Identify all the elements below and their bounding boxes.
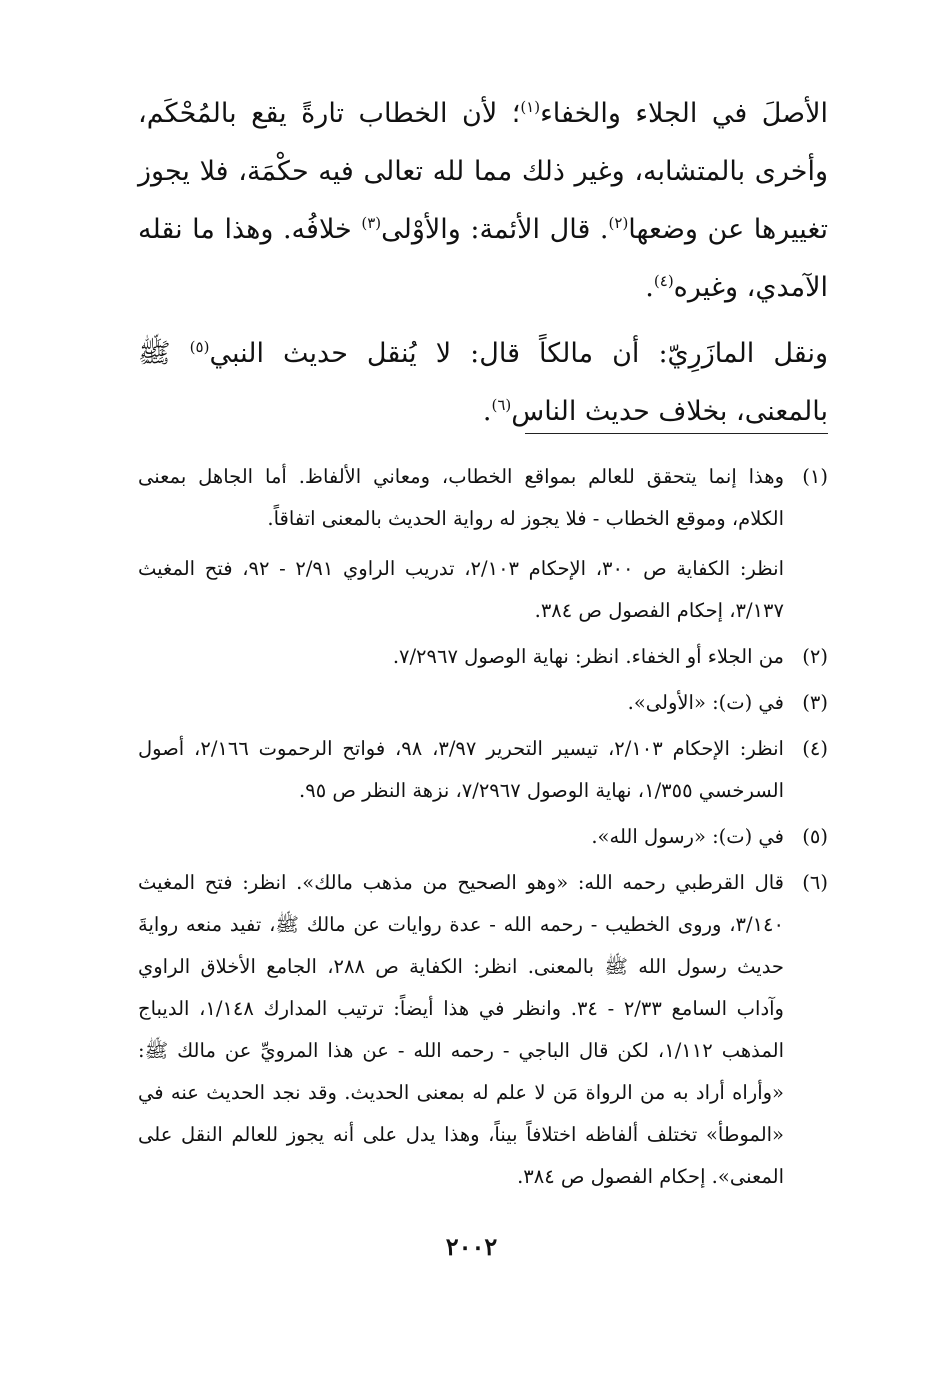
footnote-body <box>138 636 784 678</box>
footnote-body <box>138 456 784 632</box>
footnote-body <box>138 862 784 1198</box>
footnote-body <box>138 682 784 724</box>
page-number: ٢٠٠٢ <box>445 1232 498 1261</box>
footnote-1 <box>138 456 828 632</box>
footnote-text: انظر: الكفاية ص ٣٠٠، الإحكام ٢/١٠٣، تدريب الراوي ٢/٩١ - ٩٢، فتح المغيث ٣/١٣٧، إحكام الفصول ص ٣٨٤. <box>138 557 784 622</box>
para1-text: . <box>645 272 654 303</box>
footnote-number: (٦) <box>802 871 828 894</box>
footnote-ref-5: (٥) <box>189 338 210 356</box>
footnote-3 <box>138 682 828 724</box>
footnote-text: في (ت): «الأولى». <box>627 691 784 714</box>
footnote-number: (٥) <box>802 825 828 848</box>
para2-text: ونقل المازَرِيّ: أن مالكاً قال: لا يُنقل حديث النبي <box>209 338 828 369</box>
footnote-text: في (ت): «رسول الله». <box>591 825 784 848</box>
footnote-text: انظر: الإحكام ٢/١٠٣، تيسير التحرير ٣/٩٧، ٩٨، فواتح الرحموت ٢/١٦٦، أصول السرخسي ١/٣٥٥، نهاية الوصول ٧/٢٩٦٧، نزهة النظر ص ٩٥. <box>138 737 784 802</box>
footnote-ref-1: (١) <box>520 98 541 116</box>
para1-text: الأصلَ في الجلاء والخفاء <box>540 98 829 129</box>
footnote-text: وهذا إنما يتحقق للعالم بمواقع الخطاب، ومعاني الألفاظ. أما الجاهل بمعنى الكلام، وموقع الخطاب - فلا يجوز له رواية الحديث بالمعنى اتفاقاً. <box>138 465 784 530</box>
footnote-number: (٤) <box>802 737 828 760</box>
footnote-body <box>138 728 784 812</box>
footnote-5 <box>138 816 828 858</box>
footnote-text: من الجلاء أو الخفاء. انظر: نهاية الوصول ٧/٢٩٦٧. <box>392 645 784 668</box>
para1-text: خلافُه. وهذا ما نقله الآمدي، وغيره <box>138 214 828 303</box>
footnote-number: (٣) <box>802 691 828 714</box>
para2-text: . <box>482 396 492 427</box>
main-paragraph-2 <box>138 325 828 441</box>
para1-text: . قال الأئمة: والأوْلى <box>381 214 609 245</box>
footnote-ref-6: (٦) <box>491 396 512 414</box>
footnote-2 <box>138 636 828 678</box>
footnotes <box>138 456 828 1202</box>
footnote-number: (٢) <box>802 645 828 668</box>
footnote-ref-2: (٢) <box>608 214 629 232</box>
footnote-text: قال القرطبي رحمه الله: «وهو الصحيح من مذهب مالك». انظر: فتح المغيث ٣/١٤٠، وروى الخطيب - رحمه الله - عدة روايات عن مالك ﷺ، تفيد منعه روايةَ حديث رسول الله ﷺ بالمعنى. انظر: الكفاية ص ٢٨٨، الجامع الأخلاق الراوي وآداب السامع ٢/٣٣ - ٣٤. وانظر في هذا أيضاً: ترتيب المدارك ١/١٤٨، الديباج المذهب ١/١١٢، لكن قال الباجي - رحمه الله - عن هذا المرويِّ عن مالك ﷺ: «وأراه أراد به من الرواة مَن لا علم له بمعنى الحديث. وقد نجد الحديث عنه في «الموطأ» تختلف ألفاظه اختلافاً بيناً، وهذا يدل على أنه يجوز للعالم النقل على المعنى». إحكام الفصول ص ٣٨٤. <box>138 871 784 1188</box>
footnote-separator <box>525 433 828 434</box>
footnote-number: (١) <box>802 465 828 488</box>
footnote-ref-4: (٤) <box>653 272 674 290</box>
main-paragraph-1 <box>138 85 828 317</box>
main-text <box>138 85 828 441</box>
footnote-ref-3: (٣) <box>361 214 382 232</box>
footnote-4 <box>138 728 828 812</box>
footnote-body <box>138 816 784 858</box>
footnote-6 <box>138 862 828 1198</box>
para1-text: ؛ لأن الخطاب تارةً يقع بالمُحْكَم، وأخرى بالمتشابه، وغير ذلك مما لله تعالى فيه حكْمَة، فلا يجوز تغييرها عن وضعها <box>138 98 828 245</box>
para2-text: ﷺ بالمعنى، بخلاف حديث الناس <box>138 338 828 427</box>
